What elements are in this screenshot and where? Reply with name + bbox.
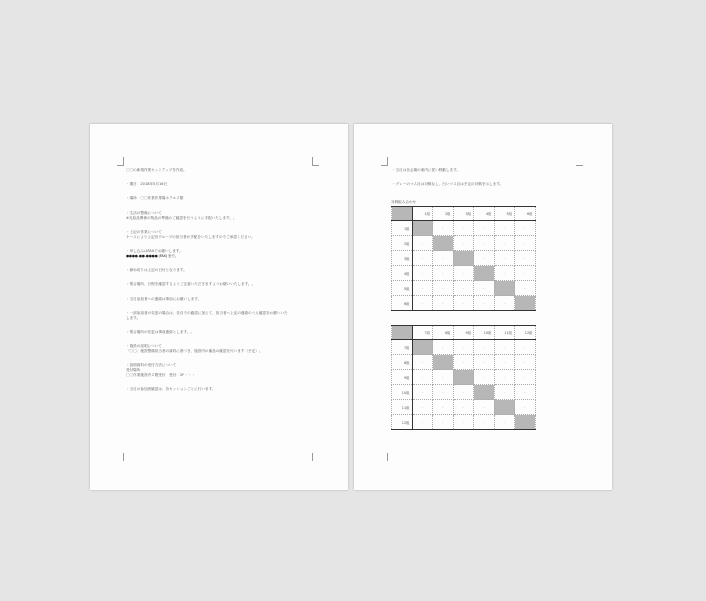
table-row <box>392 370 536 385</box>
match-cell: - <box>515 385 536 400</box>
crop-mark-bottom-right <box>312 453 313 461</box>
paragraph <box>392 182 572 187</box>
table-row <box>392 251 536 266</box>
crop-mark-bottom-left <box>123 453 124 461</box>
table-corner-cell <box>392 326 413 340</box>
match-cell: - <box>474 400 495 415</box>
match-cell: - <box>515 251 536 266</box>
row-header: 3組 <box>392 251 413 266</box>
match-cell: - <box>412 415 433 430</box>
match-cell: - <box>494 266 515 281</box>
column-header: 5組 <box>494 207 515 221</box>
table-title: 対戦組み合わせ <box>391 200 417 204</box>
text-line: ●●●●-●●-●●●● (FAX) まで。 <box>126 253 179 258</box>
table-row <box>392 355 536 370</box>
table-row <box>392 415 536 430</box>
match-cell: - <box>515 236 536 251</box>
text-line: します。 <box>126 315 141 320</box>
match-cell: - <box>515 355 536 370</box>
crop-mark-top-right <box>312 165 319 166</box>
table-row <box>392 400 536 415</box>
match-cell: - <box>433 400 454 415</box>
no-match-cell <box>515 415 536 430</box>
text-line: ・生活の整備について <box>126 210 162 215</box>
paragraph <box>126 268 316 273</box>
no-match-cell <box>494 281 515 296</box>
text-line: ・当日参加者への連絡は事前にお願いします。 <box>126 296 202 301</box>
match-cell: - <box>453 266 474 281</box>
column-header: 4組 <box>474 207 495 221</box>
match-cell: - <box>494 385 515 400</box>
crop-mark-top-right <box>312 157 313 165</box>
match-cell: - <box>494 340 515 355</box>
paragraph <box>126 211 316 221</box>
table-row <box>392 236 536 251</box>
match-cell: - <box>515 281 536 296</box>
match-cell: - <box>515 400 536 415</box>
no-match-cell <box>412 221 433 236</box>
text-line: 「〇〇」施設整備担当者の資料に基づき、施設内の備品の確認を行います（予定）。 <box>126 349 263 354</box>
column-header: 3組 <box>453 207 474 221</box>
row-header: 8組 <box>392 355 413 370</box>
column-header: 10組 <box>474 326 495 340</box>
match-cell: - <box>433 370 454 385</box>
no-match-cell <box>515 296 536 311</box>
no-match-cell <box>453 251 474 266</box>
crop-mark-top-left <box>381 165 388 166</box>
document-page-2 <box>354 124 612 490</box>
row-header: 7組 <box>392 340 413 355</box>
match-cell: - <box>412 266 433 281</box>
page-2-body-text <box>392 168 572 196</box>
match-cell: - <box>433 221 454 236</box>
match-table-1 <box>391 206 536 311</box>
column-header: 2組 <box>433 207 454 221</box>
column-header: 8組 <box>433 326 454 340</box>
page-1-body-text <box>126 168 316 402</box>
text-line: ・施設の説明について <box>126 344 162 349</box>
row-header: 5組 <box>392 281 413 296</box>
match-cell: - <box>494 236 515 251</box>
text-line: ケースにより上記各グループの担当者が手配をいたしますのでご承認ください。 <box>126 234 255 239</box>
crop-mark-top-right <box>576 165 583 166</box>
text-line: ・一部参加者の変更の場合は、各自での確認に加えて、担当者へ上記の連絡のうえ確認をお願いいた <box>126 310 288 315</box>
match-cell: - <box>494 296 515 311</box>
column-header: 11組 <box>494 326 515 340</box>
paragraph <box>126 230 316 240</box>
row-header: 1組 <box>392 221 413 236</box>
text-line: 〇〇の新規作業セットアップを作成。 <box>126 168 187 172</box>
text-line: ・当日は各会場の案内に従い移動します。 <box>392 168 460 172</box>
table-row <box>392 296 536 311</box>
row-header: 9組 <box>392 370 413 385</box>
text-line: ・グレーのマス目は対戦なし、白いマス目は予定の対戦を示します。 <box>392 182 504 186</box>
table-row <box>392 221 536 236</box>
match-cell: - <box>433 340 454 355</box>
match-cell: - <box>453 221 474 236</box>
document-page-1 <box>90 124 348 490</box>
paragraph <box>126 249 316 259</box>
text-line: ・締め切りは上記の日付となります。 <box>126 268 187 273</box>
crop-mark-top-left <box>117 165 124 166</box>
column-header: 1組 <box>412 207 433 221</box>
match-cell: - <box>494 415 515 430</box>
match-table-2 <box>391 325 536 430</box>
paragraph <box>126 182 316 187</box>
match-cell: - <box>515 266 536 281</box>
no-match-cell <box>412 340 433 355</box>
text-line: 受付場所 <box>126 368 141 373</box>
match-cell: - <box>412 251 433 266</box>
no-match-cell <box>494 400 515 415</box>
paragraph <box>126 196 316 201</box>
table-corner-cell <box>392 207 413 221</box>
table-row <box>392 385 536 400</box>
match-cell: - <box>453 355 474 370</box>
text-line: ・場所：〇〇作業作業場ホテル２階 <box>126 196 184 201</box>
row-header: 2組 <box>392 236 413 251</box>
text-line: ※支給品関係の物品の準備のご確認を行うように手配いたします。。 <box>126 215 237 220</box>
match-cell: - <box>433 281 454 296</box>
match-cell: - <box>412 281 433 296</box>
paragraph <box>126 168 316 173</box>
text-line: ・期日：2018年5月16日 <box>126 182 168 187</box>
match-cell: - <box>412 355 433 370</box>
column-header: 12組 <box>515 326 536 340</box>
paragraph <box>126 311 316 321</box>
match-cell: - <box>412 385 433 400</box>
paragraph <box>126 387 316 392</box>
no-match-cell <box>433 236 454 251</box>
match-cell: - <box>453 236 474 251</box>
text-line: ・説明資料の受付方法について <box>126 363 177 368</box>
paragraph <box>126 344 316 354</box>
table-header-row <box>392 207 536 221</box>
paragraph <box>126 282 316 287</box>
match-cell: - <box>474 281 495 296</box>
match-cell: - <box>474 296 495 311</box>
match-cell: - <box>412 400 433 415</box>
paragraph <box>126 330 316 335</box>
match-cell: - <box>474 236 495 251</box>
match-cell: - <box>474 340 495 355</box>
crop-mark-top-left <box>123 157 124 165</box>
match-cell: - <box>412 370 433 385</box>
text-line: 〇〇作業施設内２階受付 受付：2F・・・ <box>126 373 196 378</box>
match-cell: - <box>474 370 495 385</box>
row-header: 11組 <box>392 400 413 415</box>
match-cell: - <box>515 221 536 236</box>
paragraph <box>126 363 316 378</box>
match-cell: - <box>474 251 495 266</box>
no-match-cell <box>474 385 495 400</box>
row-header: 10組 <box>392 385 413 400</box>
match-cell: - <box>515 370 536 385</box>
table-row <box>392 340 536 355</box>
match-cell: - <box>433 385 454 400</box>
match-cell: - <box>453 296 474 311</box>
match-cell: - <box>433 251 454 266</box>
paragraph <box>126 297 316 302</box>
row-header: 4組 <box>392 266 413 281</box>
match-cell: - <box>494 251 515 266</box>
column-header: 6組 <box>515 207 536 221</box>
text-line: ・集合場所、日程を確認するようご注意いただきますようお願いいたします。。 <box>126 282 256 287</box>
match-cell: - <box>474 415 495 430</box>
match-cell: - <box>433 415 454 430</box>
match-cell: - <box>412 296 433 311</box>
match-cell: - <box>515 340 536 355</box>
paragraph <box>392 168 572 173</box>
match-cell: - <box>474 355 495 370</box>
match-cell: - <box>433 296 454 311</box>
text-line: ・申し込みはFAXでお願いします。 <box>126 248 183 253</box>
match-cell: - <box>494 370 515 385</box>
text-line: ・当日の参加者確認は、各セッションごとに行います。 <box>126 387 216 392</box>
match-cell: - <box>494 355 515 370</box>
row-header: 12組 <box>392 415 413 430</box>
text-line: ・上記の作業について <box>126 229 162 234</box>
crop-mark-top-left <box>387 157 388 165</box>
table-row <box>392 281 536 296</box>
no-match-cell <box>474 266 495 281</box>
match-cell: - <box>453 385 474 400</box>
match-cell: - <box>494 221 515 236</box>
crop-mark-bottom-left <box>387 453 388 461</box>
match-cell: - <box>433 266 454 281</box>
row-header: 6組 <box>392 296 413 311</box>
table-header-row <box>392 326 536 340</box>
no-match-cell <box>433 355 454 370</box>
column-header: 9組 <box>453 326 474 340</box>
match-cell: - <box>412 236 433 251</box>
match-cell: - <box>453 340 474 355</box>
text-line: ・集合場所の変更は事前連絡とします。。 <box>126 329 194 334</box>
match-cell: - <box>474 221 495 236</box>
match-cell: - <box>453 415 474 430</box>
no-match-cell <box>453 370 474 385</box>
column-header: 7組 <box>412 326 433 340</box>
match-cell: - <box>453 400 474 415</box>
match-cell: - <box>453 281 474 296</box>
table-row <box>392 266 536 281</box>
